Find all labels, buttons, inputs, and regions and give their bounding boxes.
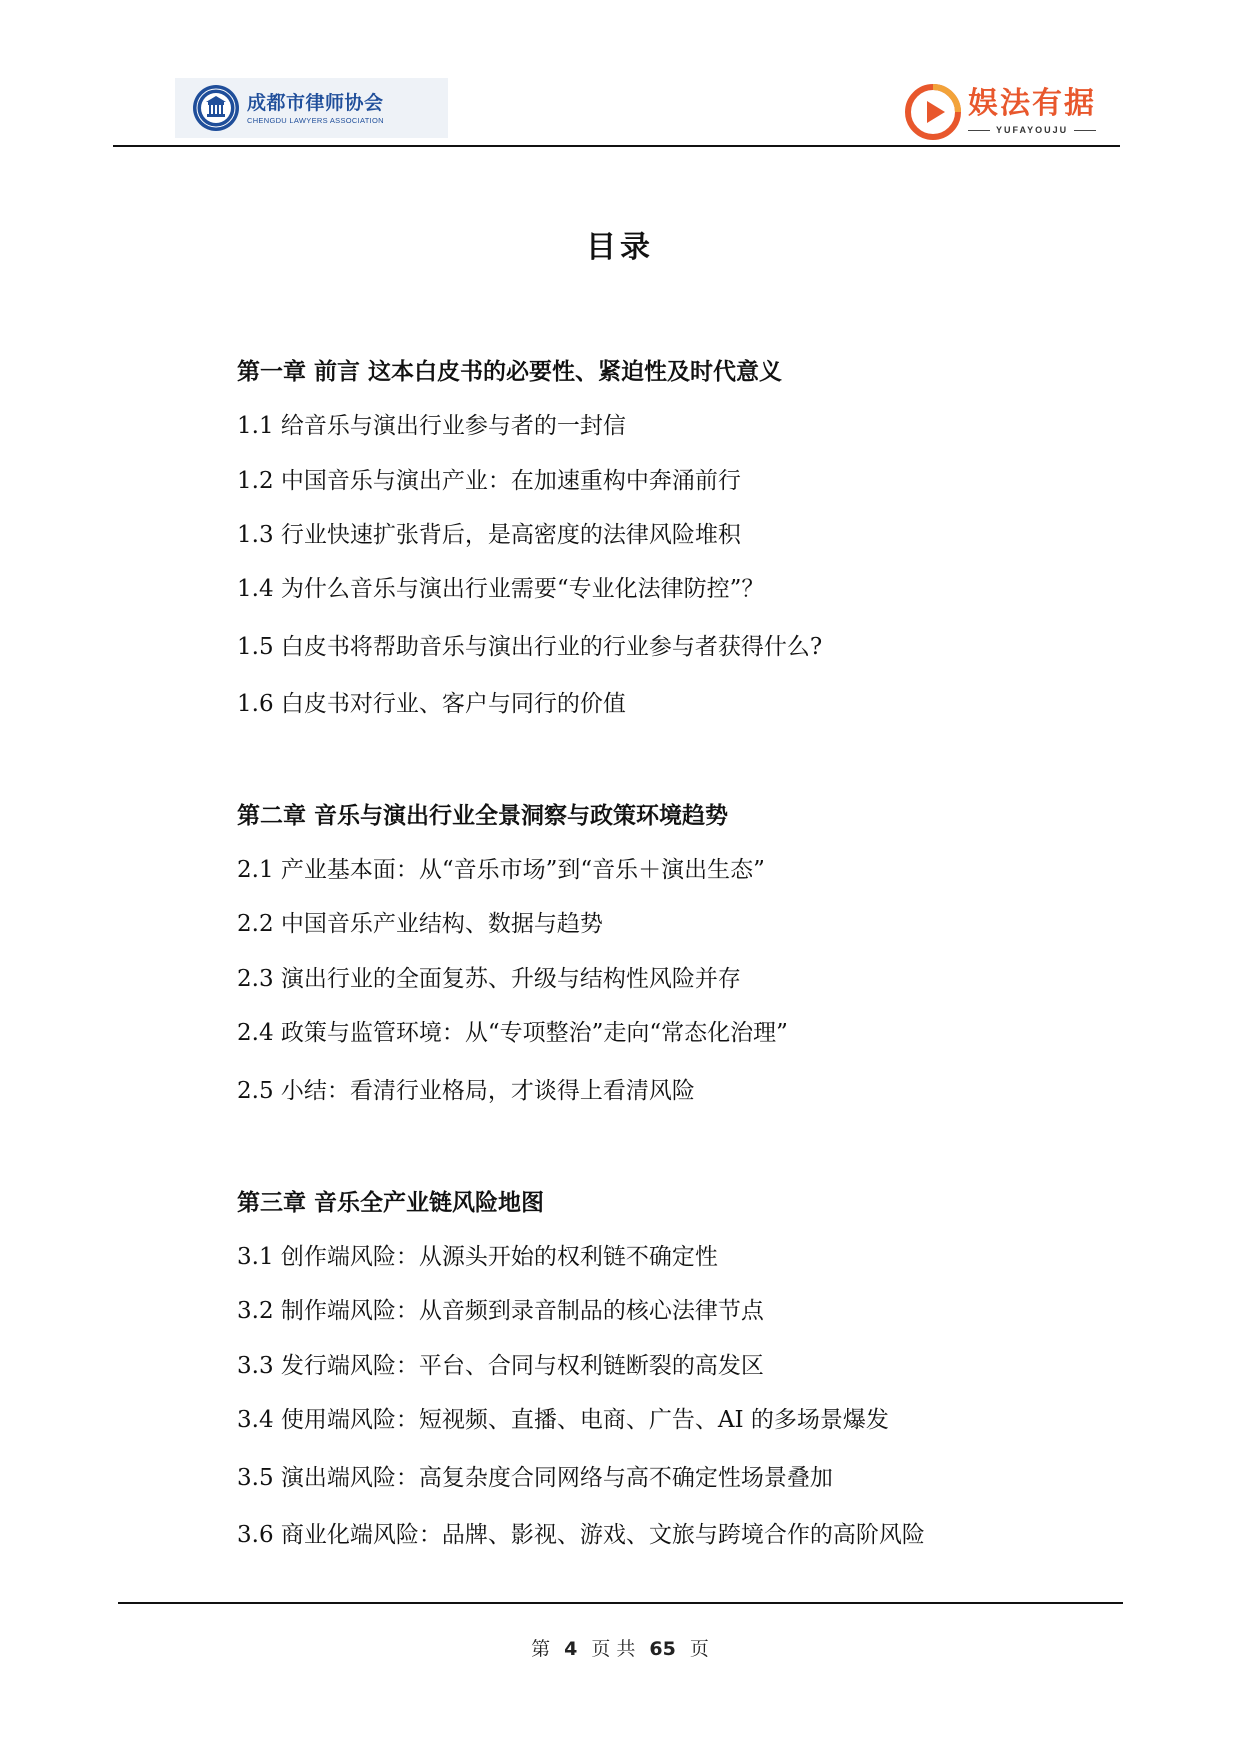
page-header xyxy=(0,0,1240,150)
brand-name-en: YUFAYOUJU xyxy=(996,125,1069,135)
toc-entry: 3.2 制作端风险：从音频到录音制品的核心法律节点 xyxy=(237,1298,764,1324)
toc-entry: 1.1 给音乐与演出行业参与者的一封信 xyxy=(237,413,626,439)
brand-subtitle xyxy=(968,125,1096,135)
toc-entry: 2.3 演出行业的全面复苏、升级与结构性风险并存 xyxy=(237,966,741,992)
toc-entry: 1.6 白皮书对行业、客户与同行的价值 xyxy=(237,691,626,717)
divider xyxy=(968,130,990,131)
toc-entry: 3.6 商业化端风险：品牌、影视、游戏、文旅与跨境合作的高阶风险 xyxy=(237,1522,925,1548)
toc-entry: 2.5 小结：看清行业格局，才谈得上看清风险 xyxy=(237,1078,695,1104)
association-logo xyxy=(175,78,448,138)
page-footer xyxy=(0,1634,1240,1661)
toc-entry: 3.4 使用端风险：短视频、直播、电商、广告、AI 的多场景爆发 xyxy=(237,1407,889,1433)
toc-entry: 3.5 演出端风险：高复杂度合同网络与高不确定性场景叠加 xyxy=(237,1465,833,1491)
play-button-logo-icon xyxy=(905,84,961,140)
chapter-title: 第三章 音乐全产业链风险地图 xyxy=(237,1190,545,1216)
toc-entry: 2.1 产业基本面：从“音乐市场”到“音乐＋演出生态” xyxy=(237,857,765,883)
toc-entry: 1.3 行业快速扩张背后，是高密度的法律风险堆积 xyxy=(237,522,741,548)
footer-prefix: 第 xyxy=(531,1638,551,1660)
page-number: 4 xyxy=(564,1638,578,1660)
divider xyxy=(1074,130,1096,131)
chapter-title: 第二章 音乐与演出行业全景洞察与政策环境趋势 xyxy=(237,803,729,829)
association-name-en: CHENGDU LAWYERS ASSOCIATION xyxy=(247,115,384,125)
total-pages: 65 xyxy=(649,1638,676,1660)
brand-logo xyxy=(905,82,1130,144)
footer-divider xyxy=(118,1602,1123,1604)
association-seal-icon xyxy=(192,84,240,132)
toc-entry: 1.2 中国音乐与演出产业：在加速重构中奔涌前行 xyxy=(237,468,741,494)
footer-mid: 页 共 xyxy=(591,1638,636,1660)
header-divider xyxy=(113,145,1120,147)
toc-entry: 2.4 政策与监管环境：从“专项整治”走向“常态化治理” xyxy=(237,1020,788,1046)
toc-entry: 2.2 中国音乐产业结构、数据与趋势 xyxy=(237,911,603,937)
toc-entry: 3.3 发行端风险：平台、合同与权利链断裂的高发区 xyxy=(237,1353,764,1379)
toc-entry: 1.4 为什么音乐与演出行业需要“专业化法律防控”？ xyxy=(237,576,765,602)
toc-entry: 3.1 创作端风险：从源头开始的权利链不确定性 xyxy=(237,1244,718,1270)
footer-suffix: 页 xyxy=(689,1638,709,1660)
chapter-title: 第一章 前言 这本白皮书的必要性、紧迫性及时代意义 xyxy=(237,359,783,385)
association-name: 成都市律师协会 xyxy=(247,91,384,114)
toc-title: 目录 xyxy=(586,230,654,265)
toc-entry: 1.5 白皮书将帮助音乐与演出行业的行业参与者获得什么? xyxy=(237,634,823,660)
brand-name: 娱法有据 xyxy=(968,86,1096,121)
